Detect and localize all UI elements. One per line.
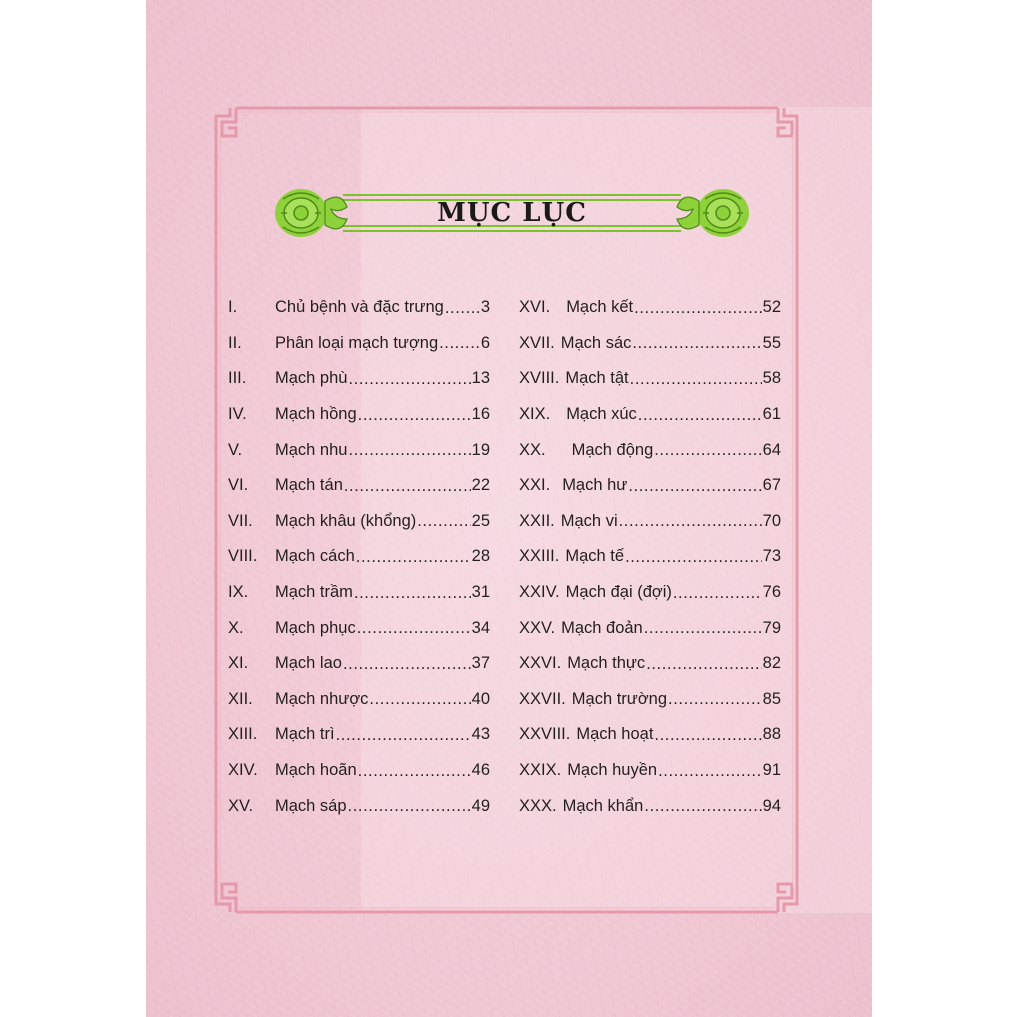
toc-entry: XIX. Mạch xúc ..... 61 bbox=[519, 397, 781, 433]
toc-entry: XXVI. Mạch thực ..... 82 bbox=[519, 646, 781, 682]
toc-entry: VIII. Mạch cách ..... 28 bbox=[228, 539, 490, 575]
toc-entry: XX. Mạch động ..... 64 bbox=[519, 432, 781, 468]
toc-entry: XXV. Mạch đoản ..... 79 bbox=[519, 610, 781, 646]
toc-entry: XIII. Mạch trì ..... 43 bbox=[228, 717, 490, 753]
toc-entry: XXI. Mạch hư ..... 67 bbox=[519, 468, 781, 504]
toc-entry: XXIV. Mạch đại (đợi) ..... 76 bbox=[519, 575, 781, 611]
toc-entry: XXII. Mạch vi ..... 70 bbox=[519, 504, 781, 540]
toc-entry: XII. Mạch nhược ..... 40 bbox=[228, 682, 490, 718]
toc-entry: XI. Mạch lao ..... 37 bbox=[228, 646, 490, 682]
toc-entry: IX. Mạch trầm ..... 31 bbox=[228, 575, 490, 611]
toc-entry: V. Mạch nhu ..... 19 bbox=[228, 432, 490, 468]
toc-entry: XVI. Mạch kết ..... 52 bbox=[519, 290, 781, 326]
toc-entry: XV. Mạch sáp ..... 49 bbox=[228, 788, 490, 824]
toc-entry: VI. Mạch tán ..... 22 bbox=[228, 468, 490, 504]
title-banner bbox=[273, 185, 751, 241]
toc-entry: XVIII. Mạch tật ..... 58 bbox=[519, 361, 781, 397]
toc-column-left bbox=[228, 290, 490, 824]
toc-entry: XXIX. Mạch huyền ..... 91 bbox=[519, 753, 781, 789]
toc-entry: XVII. Mạch sác ..... 55 bbox=[519, 326, 781, 362]
toc-entry: IV. Mạch hồng ..... 16 bbox=[228, 397, 490, 433]
page-title: MỤC LỤC bbox=[437, 198, 587, 228]
toc-entry: XXIII. Mạch tế ..... 73 bbox=[519, 539, 781, 575]
toc-entry: XXX. Mạch khẩn ..... 94 bbox=[519, 788, 781, 824]
toc-entry: VII. Mạch khâu (khổng) ..... 25 bbox=[228, 504, 490, 540]
toc-entry: XIV. Mạch hoãn ..... 46 bbox=[228, 753, 490, 789]
toc-entry: II. Phân loại mạch tượng ..... 6 bbox=[228, 326, 490, 362]
toc-entry: XXVII. Mạch trường ..... 85 bbox=[519, 682, 781, 718]
toc-entry: XXVIII. Mạch hoạt ..... 88 bbox=[519, 717, 781, 753]
toc-entry: III. Mạch phù ..... 13 bbox=[228, 361, 490, 397]
toc-column-right bbox=[519, 290, 781, 824]
toc-entry: I. Chủ bệnh và đặc trưng ..... 3 bbox=[228, 290, 490, 326]
toc-entry: X. Mạch phục ..... 34 bbox=[228, 610, 490, 646]
